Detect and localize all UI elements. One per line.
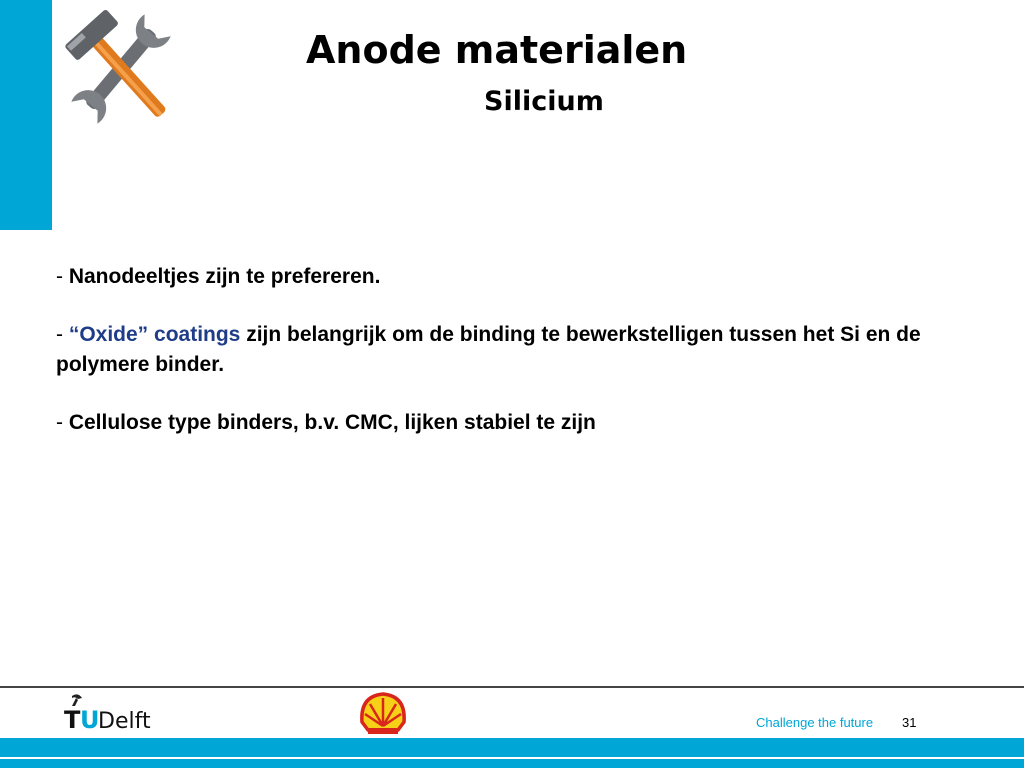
footer-band-stripe (0, 757, 1024, 759)
footer-band (0, 738, 1024, 768)
tools-icon (52, 8, 190, 130)
slide-subtitle: Silicium (484, 86, 604, 117)
slide-title: Anode materialen (306, 28, 688, 72)
bullet-text: Nanodeeltjes zijn te prefereren. (68, 265, 381, 288)
footer-tagline: Challenge the future (756, 715, 874, 730)
bullet-dash: - (56, 265, 69, 288)
page-number: 31 (902, 715, 917, 730)
bullet-item (56, 320, 976, 380)
tudelft-logo (62, 692, 166, 734)
bullet-dash: - (56, 411, 69, 434)
bullet-text: Cellulose type binders, b.v. CMC, lijken stabiel te zijn (68, 411, 596, 434)
accent-sidebar (0, 0, 52, 230)
svg-text:Delft: Delft (98, 709, 151, 734)
svg-text:T: T (64, 706, 81, 734)
bullet-item (56, 408, 976, 438)
footer-divider (0, 686, 1024, 688)
shell-logo (358, 690, 408, 736)
svg-text:U: U (80, 706, 100, 734)
bullet-list (56, 262, 976, 466)
bullet-highlight: “Oxide” coatings (68, 323, 241, 346)
bullet-item (56, 262, 976, 292)
bullet-text: zijn belangrijk om de binding te bewerkstelligen tussen het Si en de polymere binder. (56, 323, 921, 376)
bullet-dash: - (56, 323, 69, 346)
